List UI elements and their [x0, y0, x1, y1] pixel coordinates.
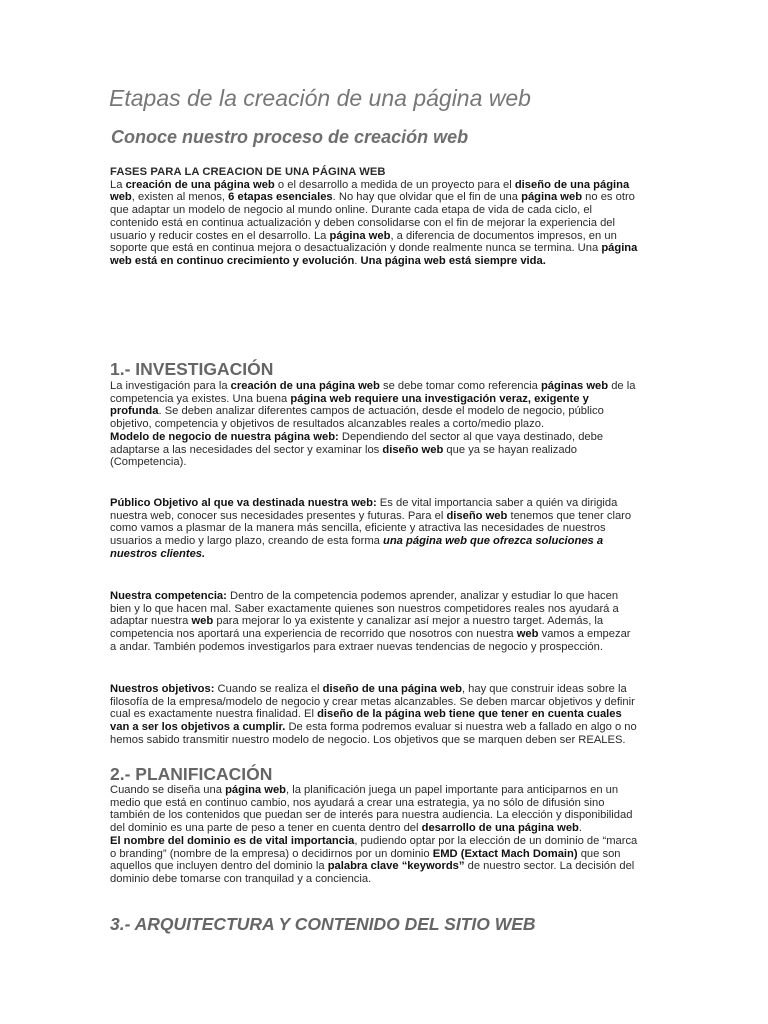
emphasis-text: web [516, 628, 539, 641]
body-text: hemos sabido transmitir nuestro modelo de negocio. Los objetivos que se marquen deben ser REALES. [110, 733, 626, 746]
emphasis-text: páginas web [540, 380, 609, 392]
body-text: filosofía de la empresa/modelo de negocio y crear metas alcanzables. Se deben marcar objetivos y definir [110, 695, 635, 708]
body-text: contenido está en continua actualización y deben consolidarse con el fin de mejorar la experiencia del [110, 216, 615, 229]
body-text: . No hay que olvidar que el fin de una [332, 191, 522, 204]
body-text: para mejorar lo ya existente y canalizar así mejor a nuestro target. Además, la [213, 615, 604, 628]
text-line [110, 628, 658, 641]
emphasis-text: web [110, 191, 132, 204]
body-text: como vamos a plasmar de la manera más sencilla, eficiente y atractiva las necesidades de nuestros [110, 522, 606, 535]
text-line [110, 835, 658, 848]
text-line [110, 641, 658, 654]
emphasis-text: Una página web está siempre vida. [360, 254, 546, 267]
emphasis-text: página web requiere una investigación veraz, exigente y [290, 392, 589, 405]
fases-heading: FASES PARA LA CREACION DE UNA PÁGINA WEB [110, 166, 386, 178]
text-line [110, 797, 658, 810]
body-text: nuestra web, conocer sus necesidades presentes y futuras. Para el [110, 509, 447, 522]
emphasis-text: una página web que ofrezca soluciones a [383, 535, 604, 548]
emphasis-text: profunda [110, 405, 159, 418]
body-text: , a diferencia de documentos impresos, en un [390, 229, 617, 242]
body-text: , hay que construir ideas sobre la [461, 683, 627, 695]
emphasis-text: web [191, 615, 214, 628]
body-text: tenemos que tener claro [507, 509, 632, 522]
text-line [110, 615, 658, 628]
emphasis-text: desarrollo de una página web [421, 822, 579, 835]
emphasis-text: página web [225, 784, 286, 796]
emphasis-text: diseño web [382, 443, 444, 456]
text-line [110, 431, 658, 444]
text-line [110, 848, 658, 861]
emphasis-text: diseño de la página web tiene que tener en cuenta cuales [317, 708, 622, 721]
body-text: De esta forma podremos evaluar si nuestra web a fallado en algo o no [285, 721, 637, 734]
body-text: dominio debe tomarse con tranquilad y a conciencia. [110, 872, 372, 885]
text-line [110, 873, 658, 886]
emphasis-text: Nuestra competencia: [110, 590, 227, 602]
body-text: usuarios a medio y largo plazo, creando de esta forma [110, 535, 384, 548]
body-text: La [110, 178, 126, 191]
body-text: de nuestro sector. La decisión del [464, 860, 635, 873]
text-line [110, 230, 658, 243]
body-text: que son [577, 847, 621, 860]
body-text: o el desarrollo a medida de un proyecto para el [274, 178, 515, 191]
body-text: (Competencia). [110, 456, 187, 469]
emphasis-text: palabra clave “keywords” [327, 860, 465, 873]
text-line [110, 822, 658, 835]
body-text: usuario y reducir costes en el desarrollo. La [110, 229, 330, 242]
section-heading-investigacion: 1.- INVESTIGACIÓN [110, 359, 274, 379]
section-heading-planificacion: 2.- PLANIFICACIÓN [110, 764, 273, 784]
objetivos-paragraph [110, 683, 658, 747]
emphasis-text: nuestros clientes. [110, 547, 206, 560]
body-text: Dependiendo del sector al que vaya destinado, debe [338, 430, 604, 443]
emphasis-text: El nombre del dominio es de vital importancia [110, 834, 355, 847]
body-text: de la [608, 380, 636, 392]
body-text: que ya se hayan realizado [443, 443, 578, 456]
body-text: adaptar nuestra [110, 615, 192, 628]
body-text: objetivo, competencia y objetivos de resultados alcanzables reales a corto/medio plazo. [110, 418, 545, 431]
body-text: competencia nos aportará una experiencia de recorrido que nosotros con nuestra [110, 628, 517, 641]
body-text: aquellos que incluyen dentro del dominio la [110, 860, 328, 873]
emphasis-text: web está en continuo crecimiento y evolución [110, 254, 355, 267]
emphasis-text: diseño de una página [514, 178, 630, 191]
text-line [110, 418, 658, 431]
section-heading-arquitectura: 3.- ARQUITECTURA Y CONTENIDO DEL SITIO WEB [110, 914, 536, 934]
emphasis-text: Modelo de negocio de nuestra página web: [110, 430, 339, 443]
text-line [110, 179, 658, 192]
text-line [110, 721, 658, 734]
text-line [110, 734, 658, 747]
emphasis-text: van a ser los objetivos a cumplir. [110, 721, 286, 734]
body-text: . [354, 254, 361, 267]
emphasis-text: 6 etapas esenciales [228, 191, 333, 204]
text-line [110, 522, 658, 535]
page-title: Etapas de la creación de una página web [109, 85, 531, 111]
text-line [110, 683, 658, 696]
emphasis-text: Nuestros objetivos: [110, 683, 215, 695]
body-text: a andar. También podemos investigarlos para extraer nuevas tendencias de negocio y prospección. [110, 640, 603, 653]
text-line [110, 510, 658, 523]
emphasis-text: página web [329, 229, 391, 242]
body-text: bien y lo que hacen mal. Saber exactamente quienes son nuestros competidores reales nos ayudará a [110, 602, 619, 615]
emphasis-text: creación de una página web [125, 178, 275, 191]
publico-objetivo-paragraph [110, 497, 658, 561]
body-text: Cuando se realiza el [214, 683, 323, 695]
body-text: medio que está en continuo cambio, nos ayudará a crear una estrategia, ya no sólo de difusión sino [110, 796, 605, 809]
emphasis-text: creación de una página web [230, 380, 380, 392]
emphasis-text: página web [521, 191, 583, 204]
text-line [110, 444, 658, 457]
planificacion-paragraph [110, 784, 658, 886]
text-line [110, 456, 658, 469]
body-text: , pudiendo optar por la elección de un dominio de “marca [354, 834, 638, 847]
text-line [110, 217, 658, 230]
body-text: vamos a empezar [538, 628, 631, 641]
text-line [110, 784, 658, 797]
body-text: adaptarse a las necesidades del sector y examinar los [110, 443, 383, 456]
text-line [110, 809, 658, 822]
body-text: Dentro de la competencia podemos aprender, analizar y estudiar lo que hacen [226, 590, 619, 602]
text-line [110, 242, 658, 255]
body-text: soporte que está en continua mejora o desactualización y donde realmente nunca se termina. Una [110, 242, 602, 255]
body-text: Cuando se diseña una [110, 784, 226, 796]
body-text: o branding” (nombre de la empresa) o decidirnos por un dominio [110, 847, 433, 860]
body-text: se debe tomar como referencia [379, 380, 541, 392]
emphasis-text: diseño web [446, 509, 508, 522]
emphasis-text: diseño de una página web [322, 683, 462, 695]
emphasis-text: página [601, 242, 638, 255]
text-line [110, 191, 658, 204]
emphasis-text: EMD (Extact Mach Domain) [432, 847, 578, 860]
text-line [110, 548, 658, 561]
text-line [110, 255, 658, 268]
body-text: Es de vital importancia saber a quién va dirigida [376, 497, 618, 509]
text-line [110, 380, 658, 393]
body-text: también de los contenidos que puedan ser de interés para nuestra audiencia. La elección y disponibilidad [110, 809, 633, 822]
body-text: competencia ya existes. Una buena [110, 392, 291, 405]
body-text: del dominio es una parte de peso a tener en cuenta dentro del [110, 822, 422, 835]
page-subtitle: Conoce nuestro proceso de creación web [111, 127, 469, 147]
body-text: que adaptar un modelo de negocio al mundo online. Durante cada etapa de vida de cada ciclo, el [110, 204, 593, 217]
text-line [110, 860, 658, 873]
body-text: La investigación para la [110, 380, 231, 392]
body-text: . Se deben analizar diferentes campos de actuación, desde el modelo de negocio, público [158, 405, 604, 418]
fases-paragraph [110, 166, 658, 268]
text-line [110, 708, 658, 721]
text-line [110, 590, 658, 603]
text-line [110, 696, 658, 709]
body-text: . [578, 822, 582, 835]
body-text: cual es exactamente nuestra finalidad. El [110, 708, 318, 721]
text-line [110, 603, 658, 616]
text-line [110, 535, 658, 548]
text-line [110, 497, 658, 510]
body-text: no es otro [582, 191, 635, 204]
body-text: , la planificación juega un papel importante para anticiparnos en un [286, 784, 619, 796]
text-line [110, 166, 658, 179]
body-text: , existen al menos, [131, 191, 229, 204]
text-line [110, 393, 658, 406]
text-line [110, 405, 658, 418]
investigacion-paragraph [110, 380, 658, 469]
text-line [110, 204, 658, 217]
emphasis-text: Público Objetivo al que va destinada nuestra web: [110, 497, 377, 509]
competencia-paragraph [110, 590, 658, 654]
